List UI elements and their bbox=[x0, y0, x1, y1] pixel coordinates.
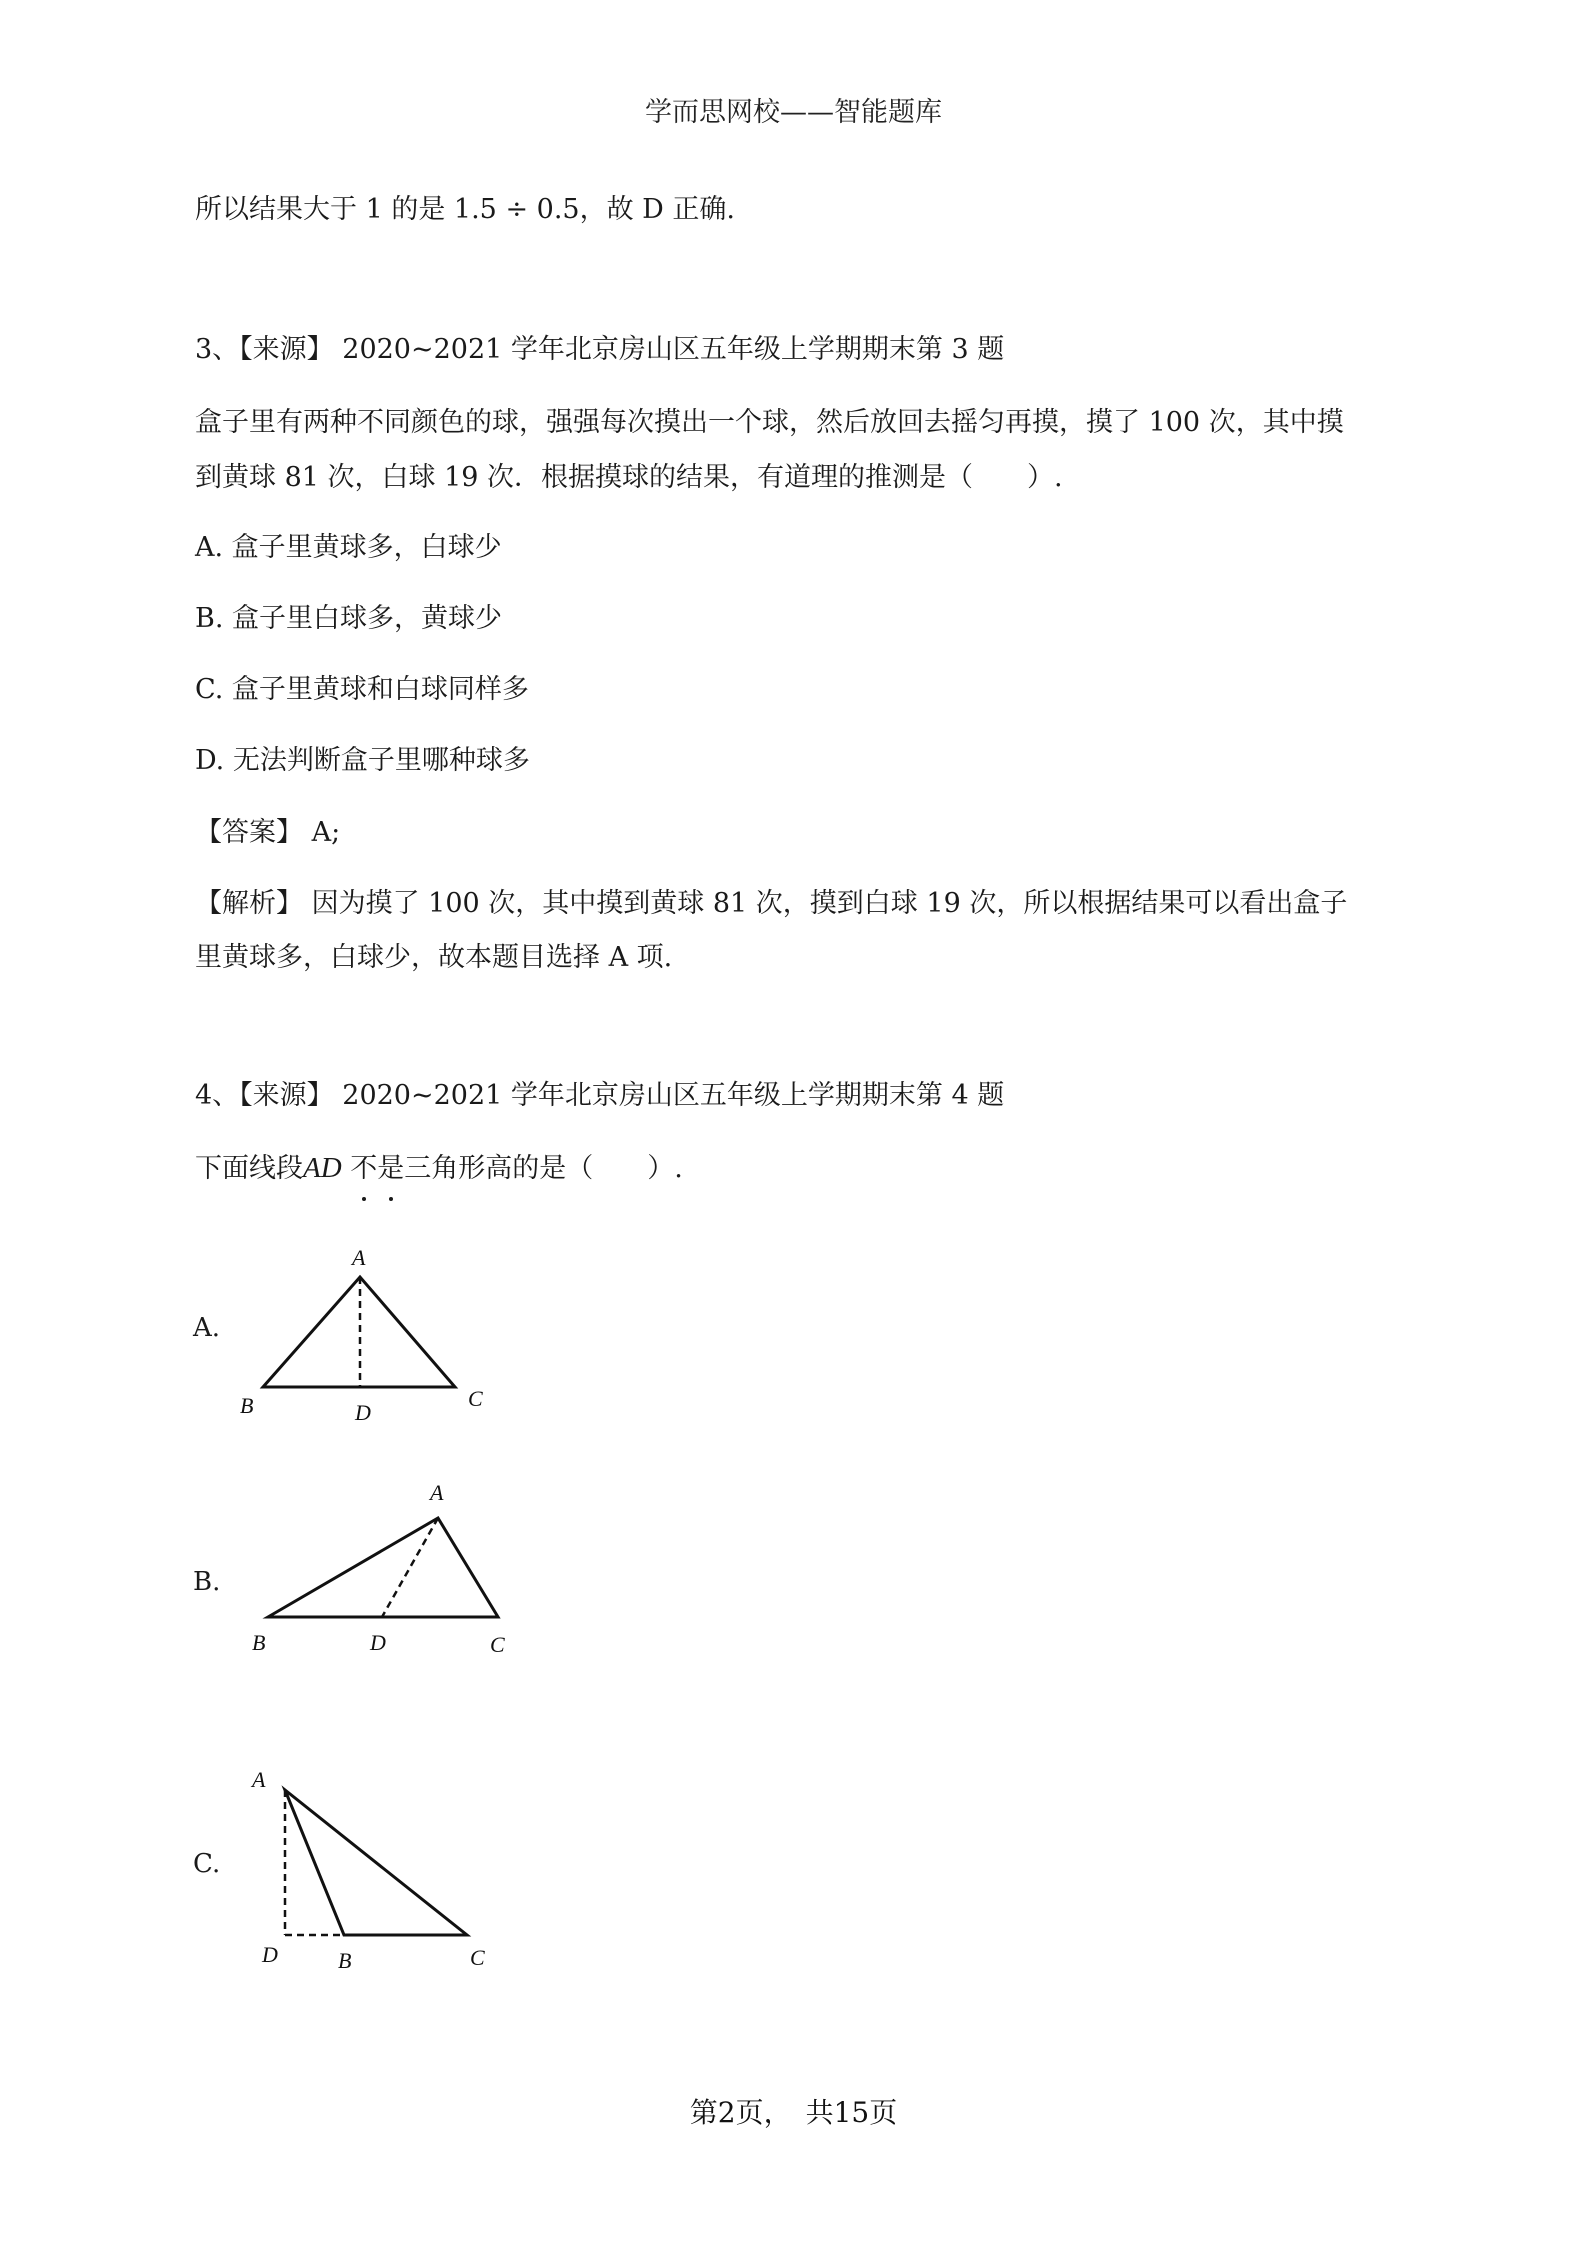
triangle-abc bbox=[285, 1790, 467, 1935]
vertex-c-label: C bbox=[490, 1632, 505, 1657]
q4-stem bbox=[195, 1150, 683, 1187]
q3-heading: 3、【来源】 2020~2021 学年北京房山区五年级上学期期末第 3 题 bbox=[195, 334, 1005, 365]
q4-stem-suffix: 三角形高的是（ ）. bbox=[404, 1153, 683, 1184]
page-header: 学而思网校——智能题库 bbox=[645, 97, 942, 128]
vertex-b-label: B bbox=[252, 1630, 266, 1655]
q3-option-c: C. 盒子里黄球和白球同样多 bbox=[195, 674, 529, 705]
point-d-label: D bbox=[262, 1942, 278, 1967]
q3-option-a: A. 盒子里黄球多，白球少 bbox=[195, 532, 502, 563]
vertex-a-label: A bbox=[352, 1245, 366, 1270]
q4-option-b-figure bbox=[240, 1470, 530, 1665]
vertex-a-label: A bbox=[430, 1480, 444, 1505]
vertex-b-label: B bbox=[338, 1948, 352, 1973]
vertex-b-label: B bbox=[240, 1393, 254, 1418]
vertex-a-label: A bbox=[252, 1767, 266, 1792]
point-d-label: D bbox=[355, 1400, 371, 1425]
q4-heading: 4、【来源】 2020~2021 学年北京房山区五年级上学期期末第 4 题 bbox=[195, 1080, 1005, 1111]
q4-option-a-label: A. bbox=[193, 1313, 221, 1343]
intro-line: 所以结果大于 1 的是 1.5 ÷ 0.5，故 D 正确. bbox=[195, 194, 735, 225]
q4-stem-emphasis-1: 不 bbox=[350, 1151, 377, 1187]
page-footer: 第2页， 共15页 bbox=[689, 2096, 898, 2129]
q3-stem-line2: 到黄球 81 次，白球 19 次．根据摸球的结果，有道理的推测是（ ）. bbox=[195, 462, 1063, 493]
q4-stem-prefix: 下面线段 bbox=[195, 1153, 303, 1184]
q4-stem-variable: AD bbox=[303, 1152, 342, 1184]
q3-analysis-line1: 【解析】 因为摸了 100 次，其中摸到黄球 81 次，摸到白球 19 次，所以根据结果可以看出盒子 bbox=[195, 888, 1348, 919]
q3-answer: 【答案】 A; bbox=[195, 817, 341, 848]
q3-option-b: B. 盒子里白球多，黄球少 bbox=[195, 603, 503, 634]
q3-stem-line1: 盒子里有两种不同颜色的球，强强每次摸出一个球，然后放回去摇匀再摸，摸了 100 次，其中摸 bbox=[195, 407, 1344, 438]
q4-stem-emphasis-2: 是 bbox=[377, 1151, 404, 1187]
q4-option-c-figure bbox=[240, 1760, 500, 1980]
q4-option-b-label: B. bbox=[193, 1567, 221, 1597]
q4-option-c-label: C. bbox=[193, 1849, 221, 1879]
vertex-c-label: C bbox=[470, 1945, 485, 1970]
q3-option-d: D. 无法判断盒子里哪种球多 bbox=[195, 745, 530, 776]
point-d-label: D bbox=[370, 1630, 386, 1655]
q4-option-a-figure bbox=[230, 1235, 520, 1430]
q3-analysis-line2: 里黄球多，白球少，故本题目选择 A 项. bbox=[195, 942, 673, 973]
vertex-c-label: C bbox=[468, 1386, 483, 1411]
triangle-abc bbox=[268, 1518, 498, 1617]
